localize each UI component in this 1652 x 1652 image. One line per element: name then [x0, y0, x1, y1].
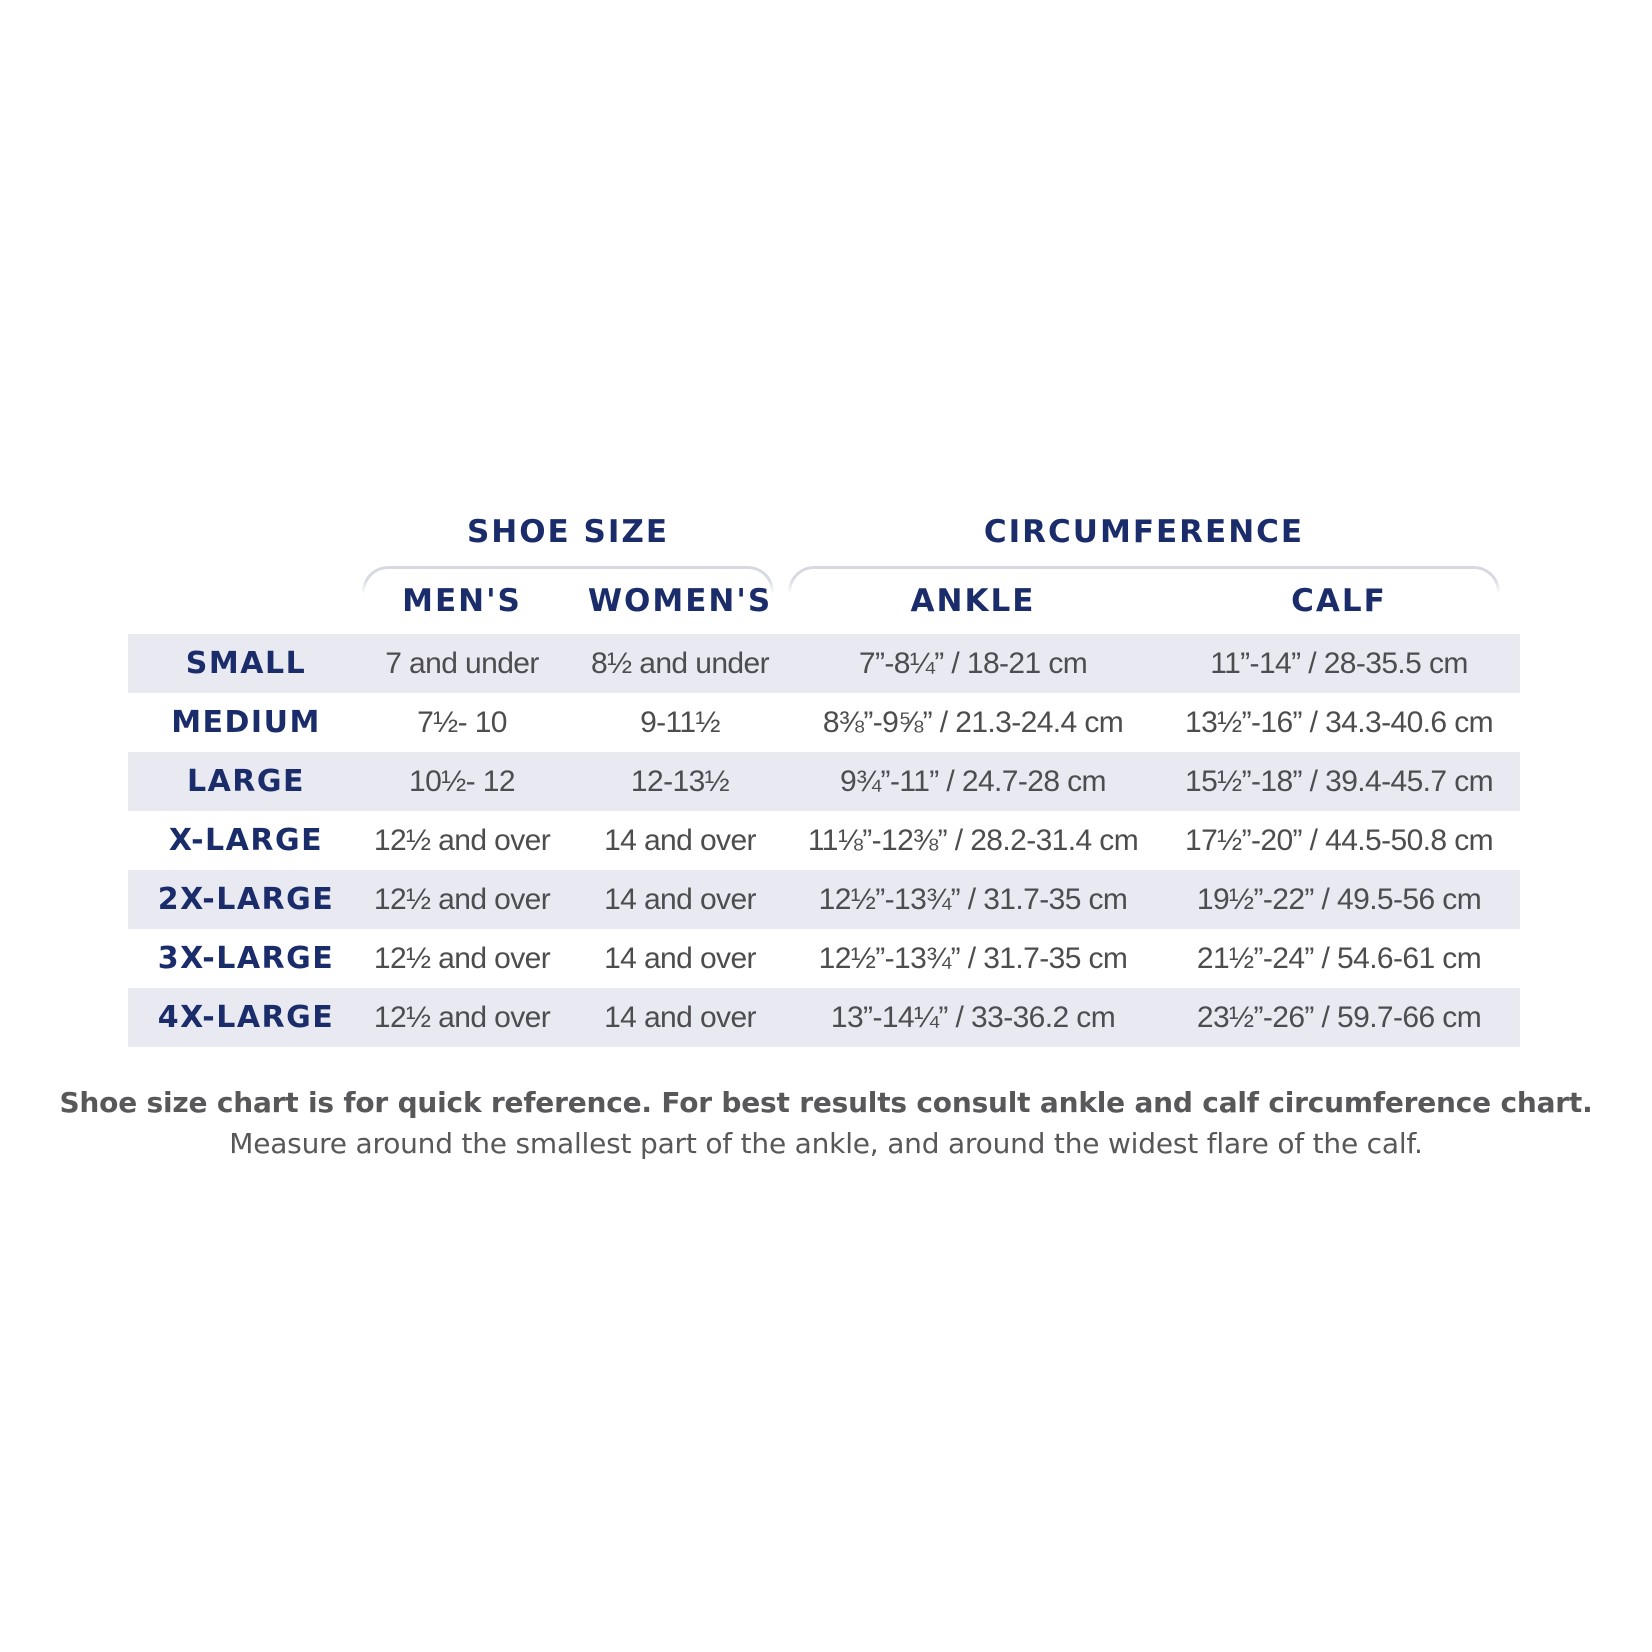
mens-cell: 7 and under [385, 647, 539, 680]
mens-cell: 12½ and over [373, 824, 551, 857]
size-label: LARGE [186, 764, 306, 799]
calf-cell: 17½”-20” / 44.5-50.8 cm [1184, 824, 1494, 857]
size-label: 4X-LARGE [157, 1000, 335, 1035]
column-header-calf: CALF [1291, 583, 1387, 619]
table-row-large [128, 752, 1520, 811]
group-header-circumference: CIRCUMFERENCE [983, 514, 1305, 550]
ankle-cell: 9¾”-11” / 24.7-28 cm [840, 765, 1106, 798]
mens-cell: 12½ and over [373, 1001, 551, 1034]
mens-cell: 10½- 12 [409, 765, 515, 798]
calf-cell: 13½”-16” / 34.3-40.6 cm [1184, 706, 1494, 739]
note-measure-instructions: Measure around the smallest part of the ankle, and around the widest flare of the calf. [229, 1127, 1423, 1160]
column-header-ankle: ANKLE [910, 583, 1036, 619]
calf-cell: 21½”-24” / 54.6-61 cm [1196, 942, 1482, 975]
ankle-cell: 13”-14¼” / 33-36.2 cm [830, 1001, 1116, 1034]
mens-cell: 12½ and over [373, 883, 551, 916]
size-label: MEDIUM [171, 705, 321, 740]
womens-cell: 12-13½ [630, 765, 730, 798]
calf-cell: 11”-14” / 28-35.5 cm [1210, 647, 1468, 680]
mens-cell: 7½- 10 [417, 706, 507, 739]
column-header-mens: MEN'S [402, 583, 522, 619]
womens-cell: 8½ and under [591, 647, 769, 680]
table-row-medium [128, 693, 1520, 752]
calf-cell: 23½”-26” / 59.7-66 cm [1196, 1001, 1482, 1034]
size-label: SMALL [185, 646, 307, 681]
womens-cell: 14 and over [604, 942, 756, 975]
size-label: X-LARGE [168, 823, 324, 858]
ankle-cell: 12½”-13¾” / 31.7-35 cm [818, 942, 1128, 975]
ankle-cell: 8⅜”-9⅝” / 21.3-24.4 cm [822, 706, 1124, 739]
table-row-2x-large [128, 870, 1520, 929]
group-header-shoe-size: SHOE SIZE [466, 514, 670, 550]
table-row-x-large [128, 811, 1520, 870]
table-row-small [128, 634, 1520, 693]
size-label: 3X-LARGE [157, 941, 335, 976]
ankle-cell: 12½”-13¾” / 31.7-35 cm [818, 883, 1128, 916]
note-quick-reference: Shoe size chart is for quick reference. For best results consult ankle and calf circumference chart. [59, 1086, 1593, 1119]
mens-cell: 12½ and over [373, 942, 551, 975]
womens-cell: 9-11½ [640, 706, 720, 739]
table-row-3x-large [128, 929, 1520, 988]
womens-cell: 14 and over [604, 883, 756, 916]
ankle-cell: 11⅛”-12⅜” / 28.2-31.4 cm [807, 824, 1139, 857]
calf-cell: 15½”-18” / 39.4-45.7 cm [1184, 765, 1494, 798]
size-label: 2X-LARGE [157, 882, 335, 917]
womens-cell: 14 and over [604, 1001, 756, 1034]
womens-cell: 14 and over [604, 824, 756, 857]
calf-cell: 19½”-22” / 49.5-56 cm [1196, 883, 1482, 916]
ankle-cell: 7”-8¼” / 18-21 cm [858, 647, 1088, 680]
table-row-4x-large [128, 988, 1520, 1047]
column-header-womens: WOMEN'S [587, 583, 773, 619]
